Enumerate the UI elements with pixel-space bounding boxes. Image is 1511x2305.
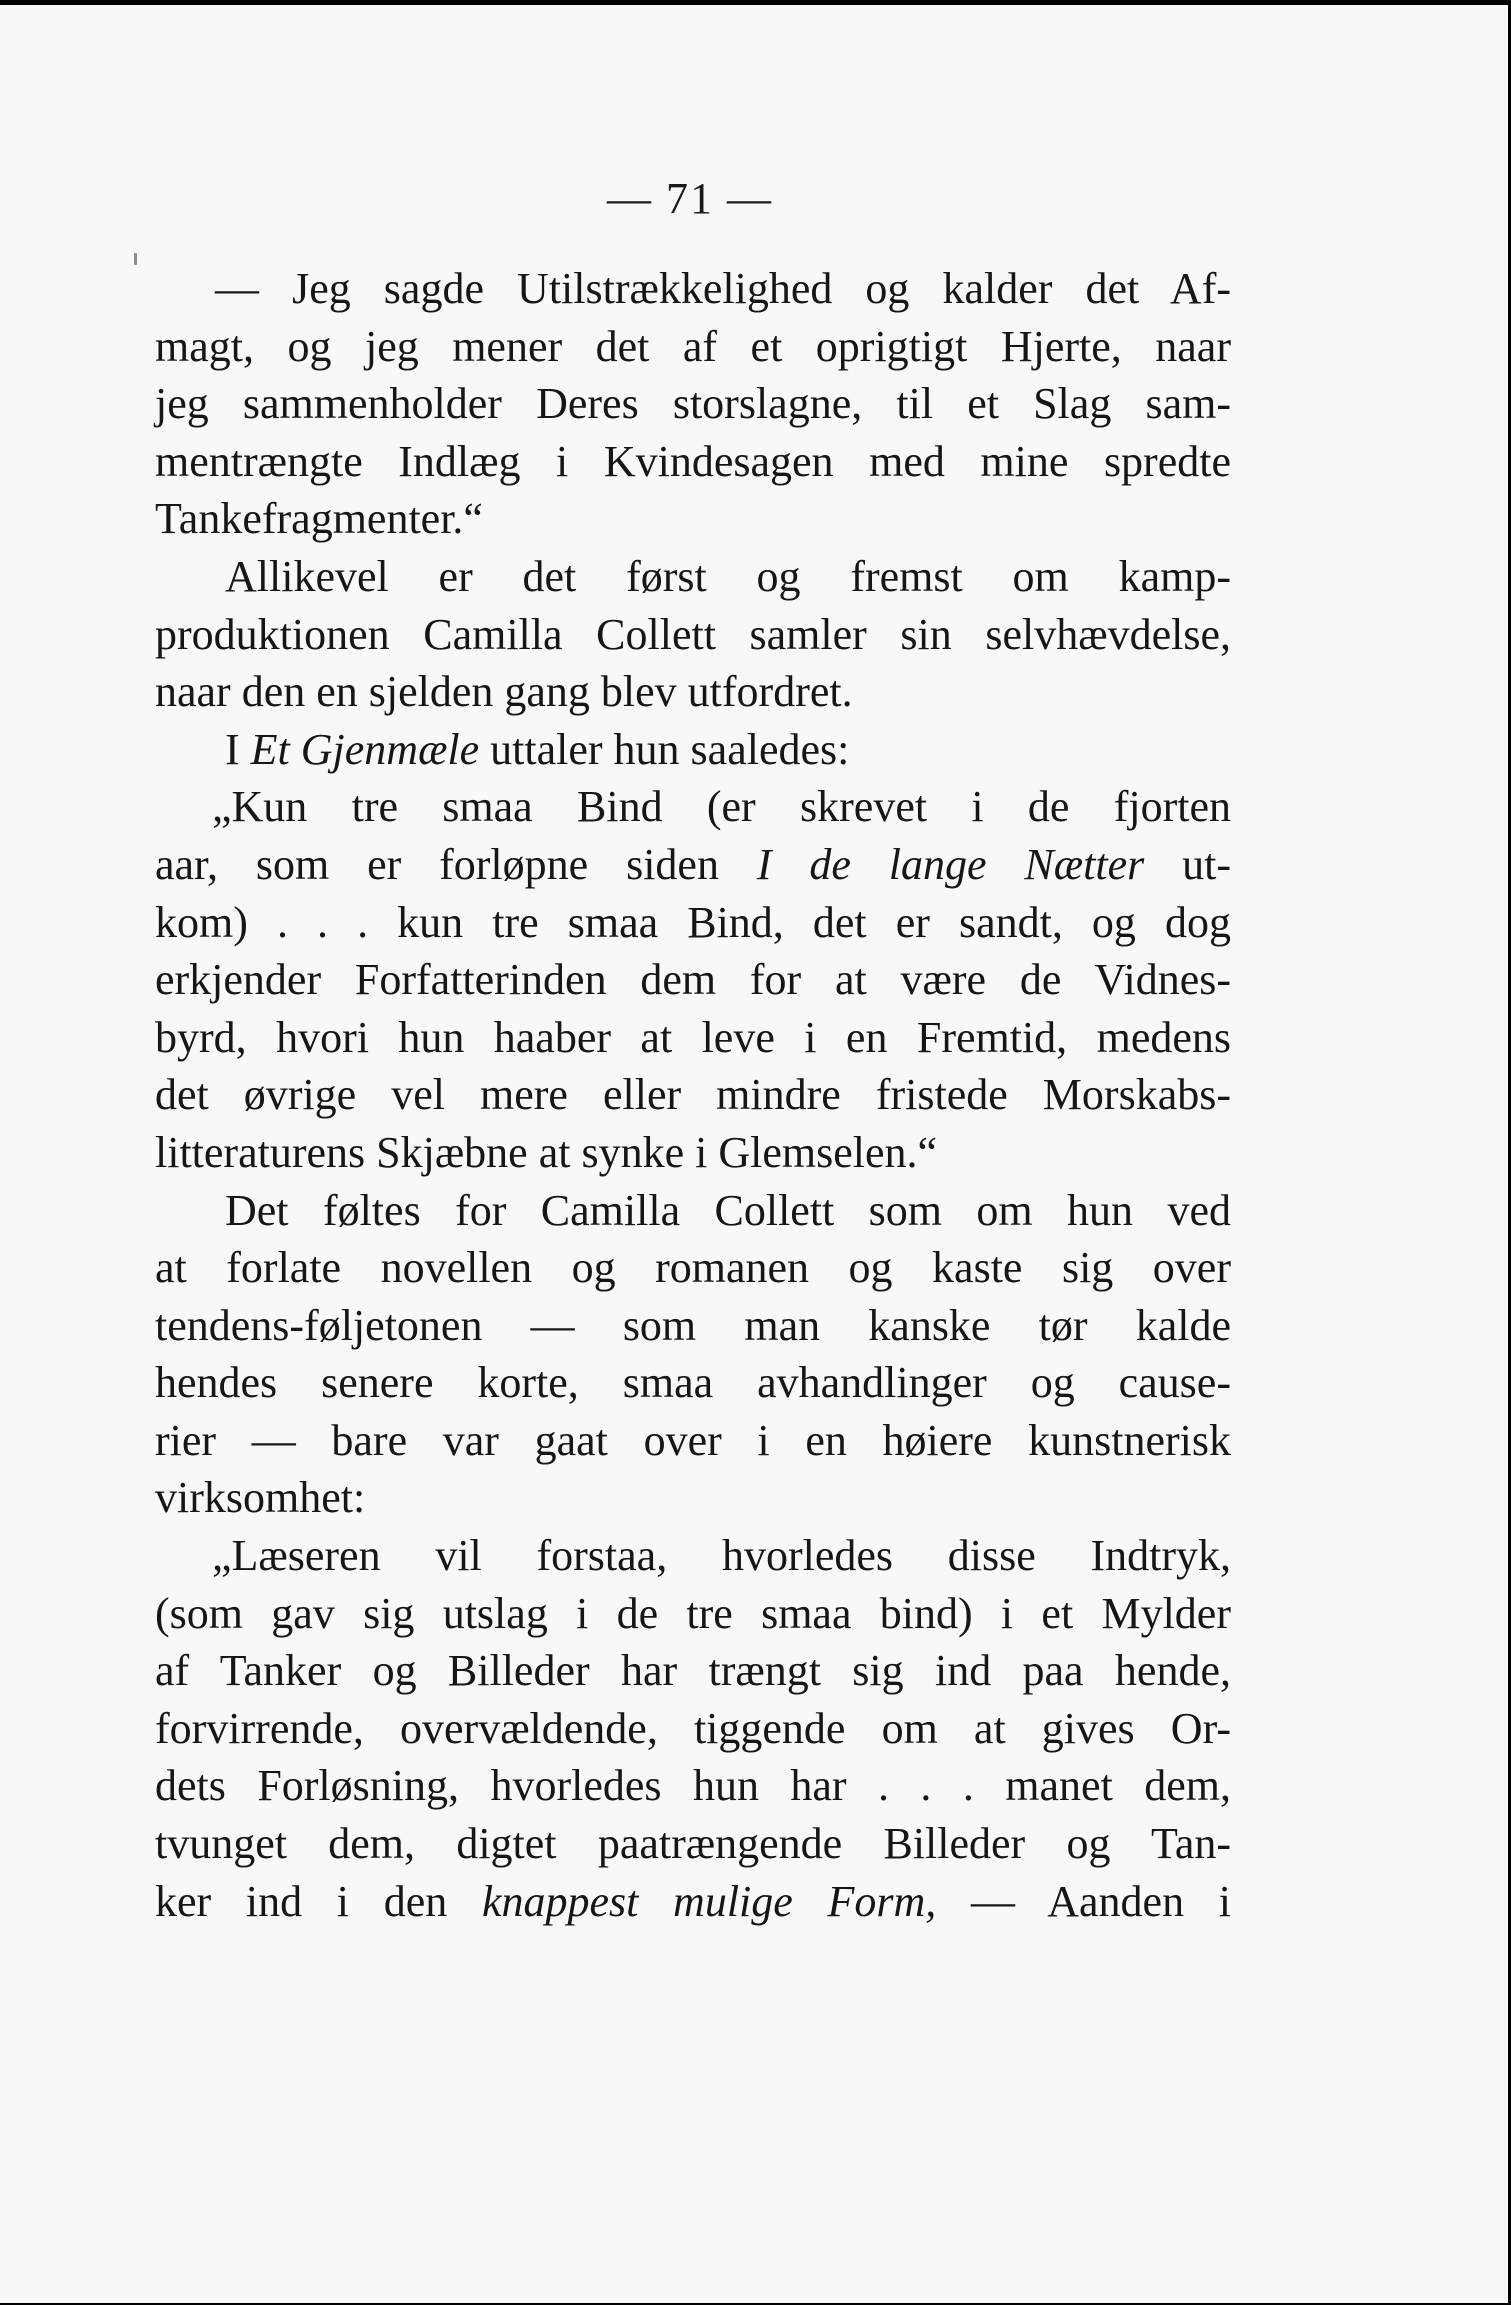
text-line: Det føltes for Camilla Collett som om hun ved [225,1185,1231,1235]
text-line: af Tanker og Billeder har trængt sig ind paa hende, [155,1646,1231,1696]
page-number: — 71 — [607,174,773,223]
text-line: at forlate novellen og romanen og kaste sig over [155,1243,1231,1293]
text-line: — Jeg sagde Utilstrækkelighed og kalder det Af- [215,264,1231,313]
book-page [0,5,1508,2303]
italic-title: Et Gjenmæle [250,724,480,774]
text-line: hendes senere korte, smaa avhandlinger og cause- [155,1358,1231,1408]
text-line: Allikevel er det først og fremst om kamp- [225,551,1231,601]
body-text [155,260,1231,1930]
text-fragment: — Aanden i [936,1876,1231,1926]
italic-title: I de lange Nætter [756,839,1145,889]
text-line: forvirrende, overvældende, tiggende om at gives Or- [155,1703,1231,1753]
text-line: naar den en sjelden gang blev utfordret. [155,667,853,717]
text-line: virksomhet: [155,1473,366,1523]
text-line: jeg sammenholder Deres storslagne, til et Slag sam- [155,379,1231,429]
text-line: kom) . . . kun tre smaa Bind, det er sandt, og dog [155,897,1231,947]
text-line: erkjender Forfatterinden dem for at være de Vidnes- [155,955,1231,1005]
text-line [155,1873,1231,1931]
text-line: byrd, hvori hun haaber at leve i en Fremtid, medens [155,1012,1231,1062]
italic-phrase: knappest mulige Form, [481,1876,937,1926]
text-fragment: I [225,724,251,774]
text-fragment: aar, som er forløpne siden [155,839,757,889]
text-line: „Kun tre smaa Bind (er skrevet i de fjorten [212,782,1231,832]
text-line: „Læseren vil forstaa, hvorledes disse Indtryk, [212,1531,1231,1581]
ink-speck [134,253,137,265]
text-line: (som gav sig utslag i de tre smaa bind) i et Mylder [155,1588,1231,1638]
text-line: mentrængte Indlæg i Kvindesagen med mine spredte [155,436,1231,486]
text-fragment: uttaler hun saaledes: [479,724,850,774]
text-line: Tankefragmenter.“ [155,494,483,544]
text-line: dets Forløsning, hvorledes hun har . . . manet dem, [155,1761,1231,1811]
text-line [155,721,1231,779]
text-line: rier — bare var gaat over i en høiere kunstnerisk [155,1415,1231,1465]
text-line: tvunget dem, digtet paatrængende Billeder og Tan- [155,1819,1231,1869]
text-line: det øvrige vel mere eller mindre fristede Morskabs- [155,1070,1231,1120]
text-line [155,836,1231,894]
text-fragment: ut- [1144,839,1231,889]
text-line: litteraturens Skjæbne at synke i Glemselen.“ [155,1127,938,1177]
text-line: produktionen Camilla Collett samler sin selvhævdelse, [155,609,1231,659]
text-fragment: ker ind i den [155,1876,482,1926]
text-line: tendens-føljetonen — som man kanske tør kalde [155,1300,1231,1350]
text-line: magt, og jeg mener det af et oprigtigt Hjerte, naar [155,321,1231,371]
